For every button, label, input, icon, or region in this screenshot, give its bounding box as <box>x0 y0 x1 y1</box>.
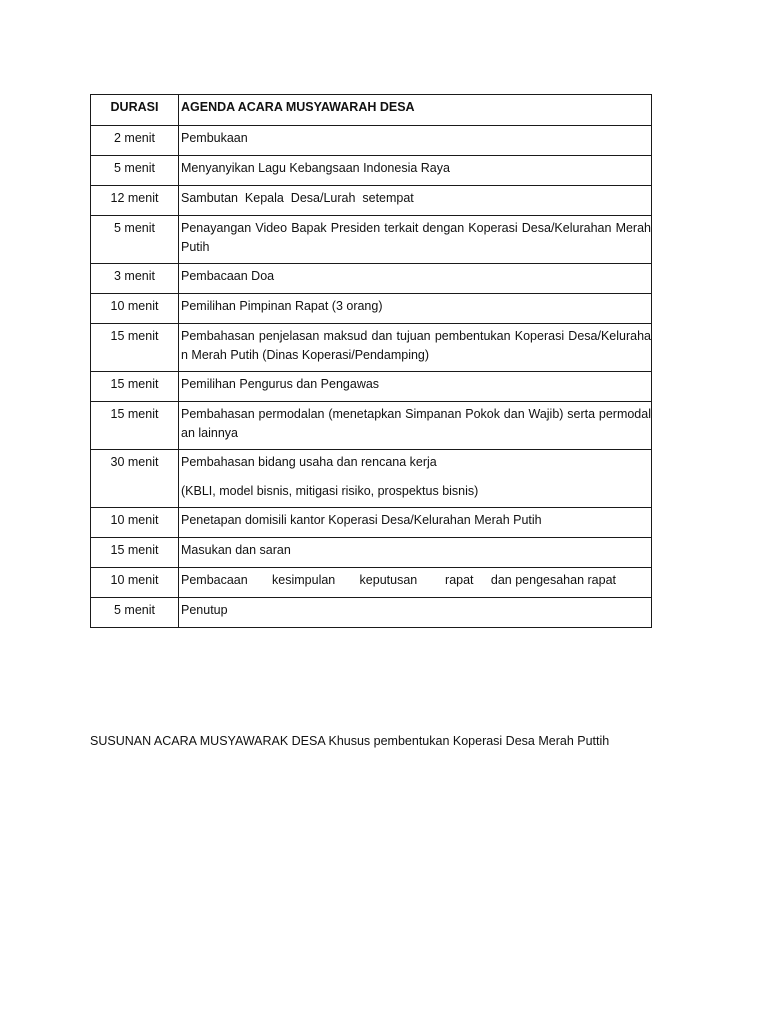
table-row <box>91 508 652 538</box>
table-row <box>91 598 652 628</box>
table-row <box>91 538 652 568</box>
table-row <box>91 126 652 156</box>
agenda-cell: Sambutan Kepala Desa/Lurah setempat <box>179 186 652 216</box>
duration-cell: 10 menit <box>91 508 179 538</box>
document-caption: SUSUNAN ACARA MUSYAWARAK DESA Khusus pembentukan Koperasi Desa Merah Puttih <box>90 734 610 748</box>
duration-cell: 5 menit <box>91 598 179 628</box>
header-agenda: AGENDA ACARA MUSYAWARAH DESA <box>179 95 652 126</box>
duration-cell: 15 menit <box>91 402 179 450</box>
table-row <box>91 402 652 450</box>
agenda-cell <box>179 450 652 508</box>
table-row <box>91 324 652 372</box>
table-row <box>91 450 652 508</box>
agenda-cell: Pembahasan permodalan (menetapkan Simpanan Pokok dan Wajib) serta permodalan lainnya <box>179 402 652 450</box>
table-row <box>91 568 652 598</box>
agenda-cell: Pemilihan Pengurus dan Pengawas <box>179 372 652 402</box>
table-row <box>91 294 652 324</box>
agenda-subtext: (KBLI, model bisnis, mitigasi risiko, prospektus bisnis) <box>181 484 479 498</box>
agenda-cell: Pembukaan <box>179 126 652 156</box>
agenda-table <box>90 94 652 628</box>
duration-cell: 30 menit <box>91 450 179 508</box>
table-header-row <box>91 95 652 126</box>
table-row <box>91 264 652 294</box>
duration-cell: 5 menit <box>91 216 179 264</box>
agenda-cell: Pembacaan Doa <box>179 264 652 294</box>
agenda-cell: Pembahasan penjelasan maksud dan tujuan pembentukan Koperasi Desa/Kelurahan Merah Putih (Dinas Koperasi/Pendamping) <box>179 324 652 372</box>
duration-cell: 2 menit <box>91 126 179 156</box>
duration-cell: 15 menit <box>91 538 179 568</box>
table-row <box>91 156 652 186</box>
agenda-text: Pembahasan bidang usaha dan rencana kerja <box>181 455 437 469</box>
duration-cell: 10 menit <box>91 568 179 598</box>
header-duration: DURASI <box>91 95 179 126</box>
table-row <box>91 186 652 216</box>
agenda-cell: Penetapan domisili kantor Koperasi Desa/Kelurahan Merah Putih <box>179 508 652 538</box>
duration-cell: 10 menit <box>91 294 179 324</box>
agenda-cell: Masukan dan saran <box>179 538 652 568</box>
table-row <box>91 372 652 402</box>
agenda-cell: Menyanyikan Lagu Kebangsaan Indonesia Raya <box>179 156 652 186</box>
agenda-cell: Pembacaan kesimpulan keputusan rapat dan pengesahan rapat <box>179 568 652 598</box>
duration-cell: 15 menit <box>91 324 179 372</box>
agenda-cell: Penayangan Video Bapak Presiden terkait dengan Koperasi Desa/Kelurahan Merah Putih <box>179 216 652 264</box>
duration-cell: 15 menit <box>91 372 179 402</box>
agenda-cell: Penutup <box>179 598 652 628</box>
duration-cell: 3 menit <box>91 264 179 294</box>
agenda-cell: Pemilihan Pimpinan Rapat (3 orang) <box>179 294 652 324</box>
duration-cell: 12 menit <box>91 186 179 216</box>
duration-cell: 5 menit <box>91 156 179 186</box>
table-row <box>91 216 652 264</box>
